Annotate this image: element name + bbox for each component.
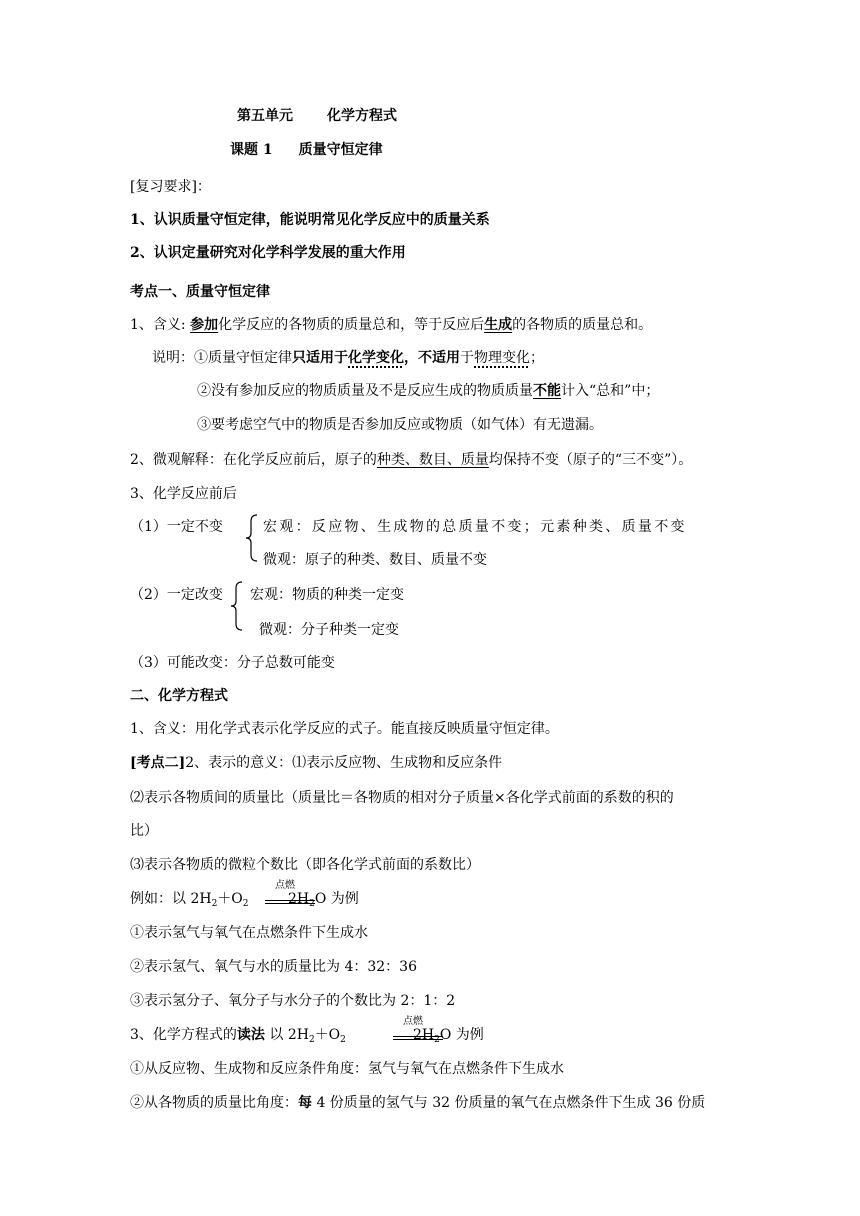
changed-macro: 宏观：物质的种类一定变 xyxy=(250,587,404,603)
reading-1: ①从反应物、生成物和反应条件角度：氢气与氧气在点燃条件下生成水 xyxy=(130,1061,564,1077)
micro-explanation: 2、微观解释：在化学反应前后，原子的种类、数目、质量均保持不变（原子的“三不变”）。 xyxy=(130,452,693,468)
unchanged-macro: 宏观：反应物、生成物的总质量不变；元素种类、质量不变 xyxy=(263,519,687,535)
keyword-participate: 参加 xyxy=(190,317,219,333)
example-2: ②表示氢气、氧气与水的质量比为 4：32：36 xyxy=(130,959,417,975)
keyword-reading: 读法 xyxy=(236,1027,265,1043)
exam-point-tag: [考点二] xyxy=(130,755,186,771)
condition-ignite: 点燃 xyxy=(275,880,295,891)
example-equation: 例如：以 $2H_2+O_2$ xyxy=(130,891,249,909)
note-line-1: 说明：①质量守恒定律只适用于化学变化，不适用于物理变化； xyxy=(152,350,544,366)
reading-line: 3、化学方程式的读法 以 $2H_2+O_2$ xyxy=(130,1027,346,1045)
reading-product: $2H_2O$ 为例 xyxy=(413,1027,484,1045)
note-line-3: ③要考虑空气中的物质是否参加反应或物质（如气体）有无遗漏。 xyxy=(197,417,603,433)
section-heading-2: 二、化学方程式 xyxy=(130,688,228,704)
chapter-title: 化学方程式 xyxy=(327,108,397,124)
meaning-2b: 比） xyxy=(130,823,158,839)
note-line-2: ②没有参加反应的物质质量及不是反应生成的物质质量不能计入“总和”中； xyxy=(197,383,660,399)
lesson-title xyxy=(230,140,383,160)
unit-label: 第五单元 xyxy=(237,108,293,124)
brace-icon xyxy=(243,513,261,563)
keyword-chemical-change: 化学变化 xyxy=(348,350,404,366)
unchanged-micro: 微观：原子的种类、数目、质量不变 xyxy=(263,552,487,568)
keyword-generate: 生成 xyxy=(484,317,513,333)
unchanged-label: （1）一定不变 xyxy=(130,519,223,535)
example-1: ①表示氢气与氧气在点燃条件下生成水 xyxy=(130,925,368,941)
review-item-2: 2、认识定量研究对化学科学发展的重大作用 xyxy=(130,245,406,261)
before-after-heading: 3、化学反应前后 xyxy=(130,486,237,502)
review-item-1: 1、认识质量守恒定律，能说明常见化学反应中的质量关系 xyxy=(130,212,490,228)
meaning-2a: ⑵表示各物质间的质量比（质量比＝各物质的相对分子质量×各化学式前面的系数的积的 xyxy=(130,790,674,806)
definition-line: 1、含义: 参加化学反应的各物质的质量总和，等于反应后生成的各物质的质量总和。 xyxy=(130,317,653,333)
section-heading-1: 考点一、质量守恒定律 xyxy=(130,284,270,300)
keyword-cannot: 不能 xyxy=(533,383,561,399)
keyword-physical-change: 物理变化 xyxy=(474,350,530,366)
lesson-number: 课题 1 xyxy=(230,142,273,158)
changed-label: （2）一定改变 xyxy=(130,587,223,603)
changed-micro: 微观：分子种类一定变 xyxy=(259,622,399,638)
example-product: $2H_2O$ 为例 xyxy=(288,891,359,909)
meaning-line: [考点二]2、表示的意义：⑴表示反应物、生成物和反应条件 xyxy=(130,755,503,771)
may-change: （3）可能改变：分子总数可能变 xyxy=(130,655,335,671)
unit-title xyxy=(237,106,397,126)
condition-ignite: 点燃 xyxy=(403,1016,423,1027)
reading-2: ②从各物质的质量比角度：每 4 份质量的氢气与 32 份质量的氧气在点燃条件下生成 36 份质 xyxy=(130,1095,706,1111)
brace-icon xyxy=(228,580,246,632)
equation-definition: 1、含义：用化学式表示化学反应的式子。能直接反映质量守恒定律。 xyxy=(130,721,559,737)
review-heading: [复习要求]： xyxy=(130,179,211,195)
meaning-3: ⑶表示各物质的微粒个数比（即各化学式前面的系数比） xyxy=(130,857,480,873)
keyword-three-invariants: 种类、数目、质量 xyxy=(376,452,489,468)
lesson-name: 质量守恒定律 xyxy=(298,142,383,158)
example-3: ③表示氢分子、氧分子与水分子的个数比为 2：1：2 xyxy=(130,993,456,1009)
